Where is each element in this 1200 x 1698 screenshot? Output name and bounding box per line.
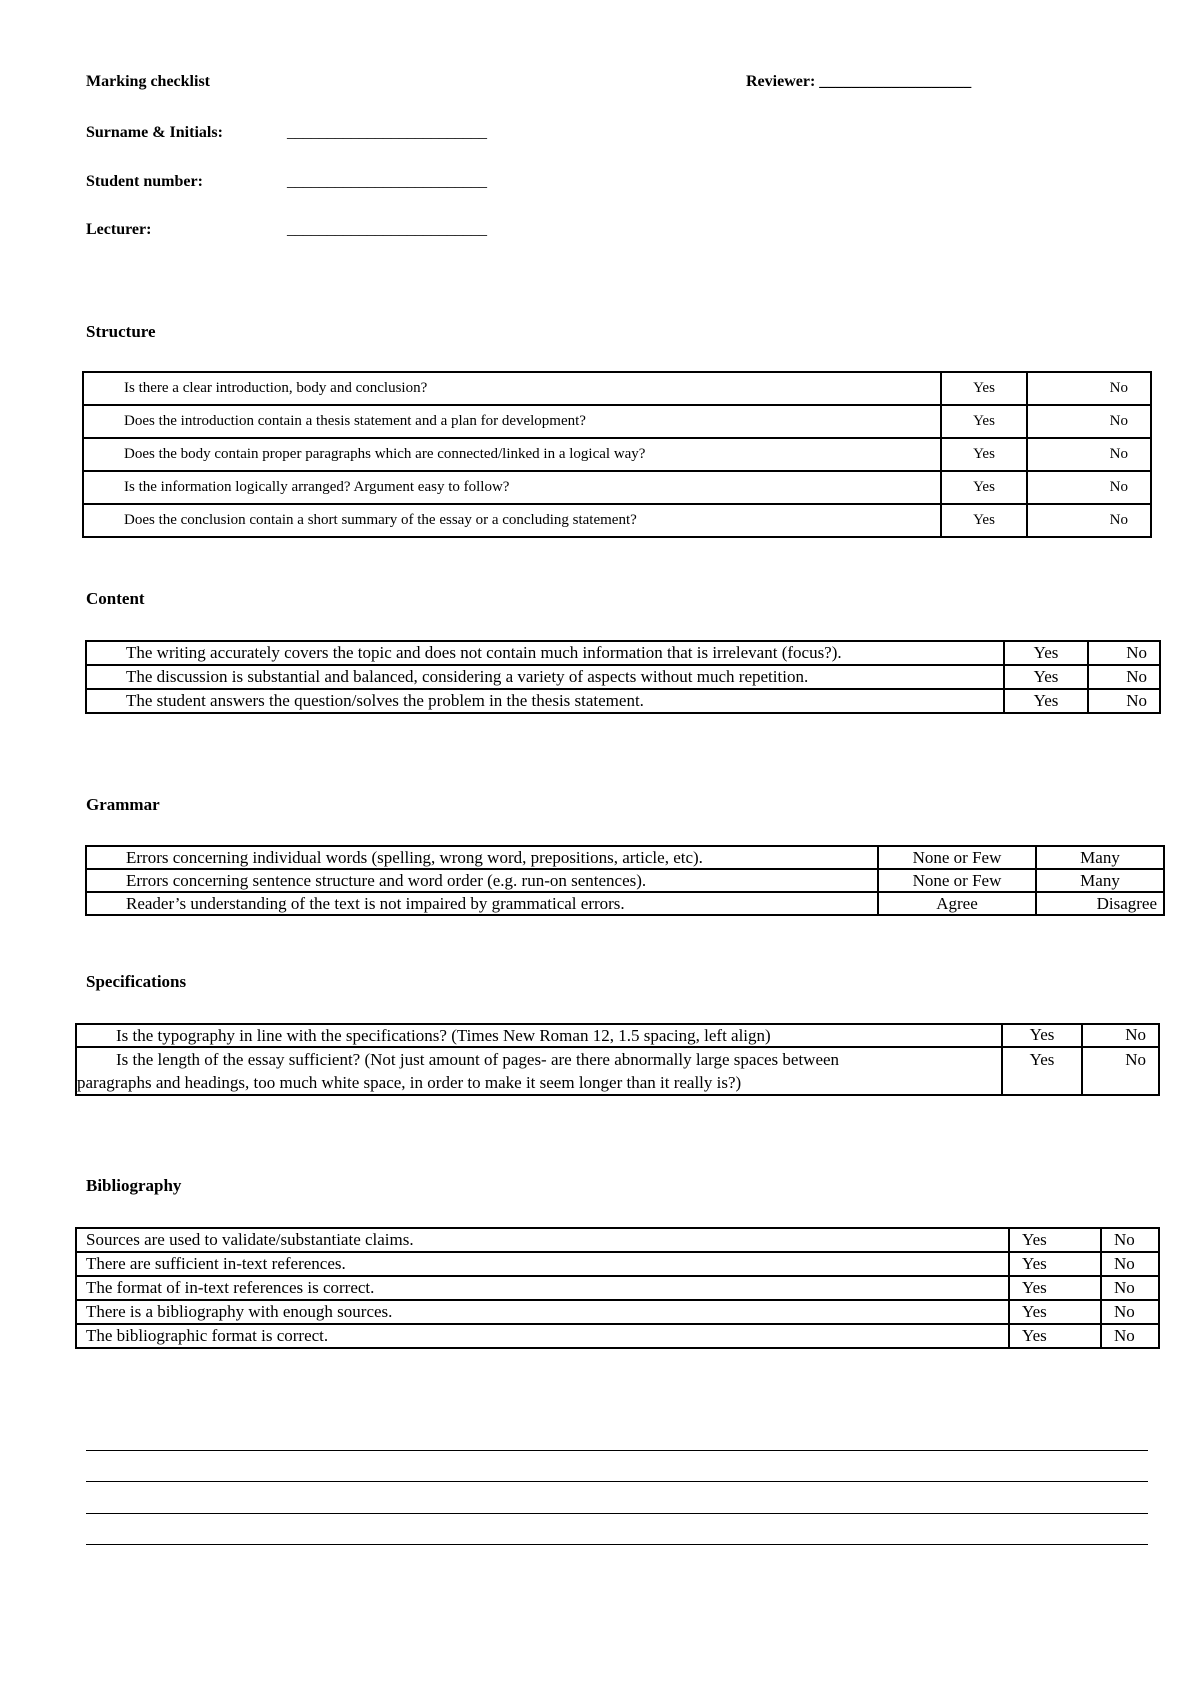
answer-no[interactable]: No xyxy=(1088,689,1160,713)
answer-positive[interactable]: Agree xyxy=(878,892,1036,915)
answer-yes[interactable]: Yes xyxy=(1002,1024,1082,1047)
answer-no[interactable]: No xyxy=(1027,504,1151,537)
structure-table xyxy=(82,371,1152,538)
question-cell: Does the body contain proper paragraphs which are connected/linked in a logical way? xyxy=(83,438,941,471)
section-title-grammar: Grammar xyxy=(86,795,160,814)
answer-no[interactable]: No xyxy=(1082,1024,1159,1047)
table-row xyxy=(76,1228,1159,1252)
answer-no[interactable]: No xyxy=(1027,372,1151,405)
answer-yes[interactable]: Yes xyxy=(1009,1228,1101,1252)
answer-yes[interactable]: Yes xyxy=(941,438,1027,471)
table-row xyxy=(86,846,1164,869)
section-title-structure: Structure xyxy=(86,322,156,341)
question-cell xyxy=(76,1047,1002,1095)
answer-yes[interactable]: Yes xyxy=(1004,665,1088,689)
table-row xyxy=(76,1276,1159,1300)
question-cell: The bibliographic format is correct. xyxy=(76,1324,1009,1348)
content-table xyxy=(85,640,1161,714)
answer-no[interactable]: No xyxy=(1027,405,1151,438)
reviewer-field[interactable]: Reviewer: ___________________ xyxy=(746,73,972,90)
table-row xyxy=(76,1324,1159,1348)
section-title-specifications: Specifications xyxy=(86,972,187,991)
table-row xyxy=(86,869,1164,892)
question-cell: The writing accurately covers the topic and does not contain much information that is irrelevant (focus?). xyxy=(86,641,1004,665)
table-row xyxy=(83,438,1151,471)
question-line-1: Is the length of the essay sufficient? (Not just amount of pages- are there abnormally large spaces between xyxy=(116,1050,840,1069)
table-row xyxy=(86,641,1160,665)
question-cell: Is there a clear introduction, body and conclusion? xyxy=(83,372,941,405)
answer-no[interactable]: No xyxy=(1027,438,1151,471)
answer-yes[interactable]: Yes xyxy=(1002,1047,1082,1095)
answer-yes[interactable]: Yes xyxy=(1009,1276,1101,1300)
student-number-field[interactable]: _________________________ xyxy=(287,173,487,190)
question-cell: Errors concerning individual words (spelling, wrong word, prepositions, article, etc). xyxy=(86,846,878,869)
surname-field[interactable]: _________________________ xyxy=(287,124,487,141)
table-row xyxy=(76,1252,1159,1276)
answer-no[interactable]: No xyxy=(1101,1324,1159,1348)
answer-positive[interactable]: None or Few xyxy=(878,869,1036,892)
answer-no[interactable]: No xyxy=(1101,1252,1159,1276)
answer-negative[interactable]: Many xyxy=(1036,846,1164,869)
table-row xyxy=(86,892,1164,915)
answer-negative[interactable]: Disagree xyxy=(1036,892,1164,915)
section-title-bibliography: Bibliography xyxy=(86,1176,182,1195)
question-cell: There is a bibliography with enough sources. xyxy=(76,1300,1009,1324)
answer-no[interactable]: No xyxy=(1027,471,1151,504)
section-title-content: Content xyxy=(86,589,145,608)
table-row xyxy=(86,665,1160,689)
answer-yes[interactable]: Yes xyxy=(941,372,1027,405)
answer-no[interactable]: No xyxy=(1101,1300,1159,1324)
bibliography-table xyxy=(75,1227,1160,1349)
question-cell: Does the conclusion contain a short summary of the essay or a concluding statement? xyxy=(83,504,941,537)
answer-positive[interactable]: None or Few xyxy=(878,846,1036,869)
question-cell: Reader’s understanding of the text is not impaired by grammatical errors. xyxy=(86,892,878,915)
answer-no[interactable]: No xyxy=(1088,641,1160,665)
question-cell: Sources are used to validate/substantiate claims. xyxy=(76,1228,1009,1252)
answer-no[interactable]: No xyxy=(1101,1276,1159,1300)
comment-line[interactable] xyxy=(86,1481,1148,1482)
answer-yes[interactable]: Yes xyxy=(941,471,1027,504)
table-row xyxy=(76,1300,1159,1324)
question-cell: The student answers the question/solves the problem in the thesis statement. xyxy=(86,689,1004,713)
answer-yes[interactable]: Yes xyxy=(1009,1300,1101,1324)
table-row xyxy=(83,372,1151,405)
answer-yes[interactable]: Yes xyxy=(1004,689,1088,713)
table-row xyxy=(76,1024,1159,1047)
comment-line[interactable] xyxy=(86,1513,1148,1514)
question-cell: The format of in-text references is correct. xyxy=(76,1276,1009,1300)
table-row xyxy=(86,689,1160,713)
lecturer-label: Lecturer: xyxy=(86,221,152,238)
answer-yes[interactable]: Yes xyxy=(1009,1324,1101,1348)
question-cell: There are sufficient in-text references. xyxy=(76,1252,1009,1276)
table-row xyxy=(83,504,1151,537)
question-line-2: paragraphs and headings, too much white space, in order to make it seem longer than it really is?) xyxy=(77,1073,742,1092)
question-cell: The discussion is substantial and balanced, considering a variety of aspects without much repetition. xyxy=(86,665,1004,689)
answer-no[interactable]: No xyxy=(1088,665,1160,689)
question-cell: Errors concerning sentence structure and word order (e.g. run-on sentences). xyxy=(86,869,878,892)
question-cell: Does the introduction contain a thesis statement and a plan for development? xyxy=(83,405,941,438)
surname-label: Surname & Initials: xyxy=(86,124,223,141)
student-number-label: Student number: xyxy=(86,173,203,190)
table-row xyxy=(83,471,1151,504)
question-cell: Is the typography in line with the specifications? (Times New Roman 12, 1.5 spacing, left align) xyxy=(76,1024,1002,1047)
answer-yes[interactable]: Yes xyxy=(1004,641,1088,665)
specifications-table xyxy=(75,1023,1160,1096)
comment-line[interactable] xyxy=(86,1450,1148,1451)
answer-yes[interactable]: Yes xyxy=(1009,1252,1101,1276)
grammar-table xyxy=(85,845,1165,916)
answer-yes[interactable]: Yes xyxy=(941,504,1027,537)
page-title: Marking checklist xyxy=(86,73,210,90)
lecturer-field[interactable]: _________________________ xyxy=(287,221,487,238)
answer-no[interactable]: No xyxy=(1101,1228,1159,1252)
table-row xyxy=(83,405,1151,438)
answer-yes[interactable]: Yes xyxy=(941,405,1027,438)
table-row xyxy=(76,1047,1159,1095)
answer-negative[interactable]: Many xyxy=(1036,869,1164,892)
answer-no[interactable]: No xyxy=(1082,1047,1159,1095)
comment-line[interactable] xyxy=(86,1544,1148,1545)
question-cell: Is the information logically arranged? Argument easy to follow? xyxy=(83,471,941,504)
